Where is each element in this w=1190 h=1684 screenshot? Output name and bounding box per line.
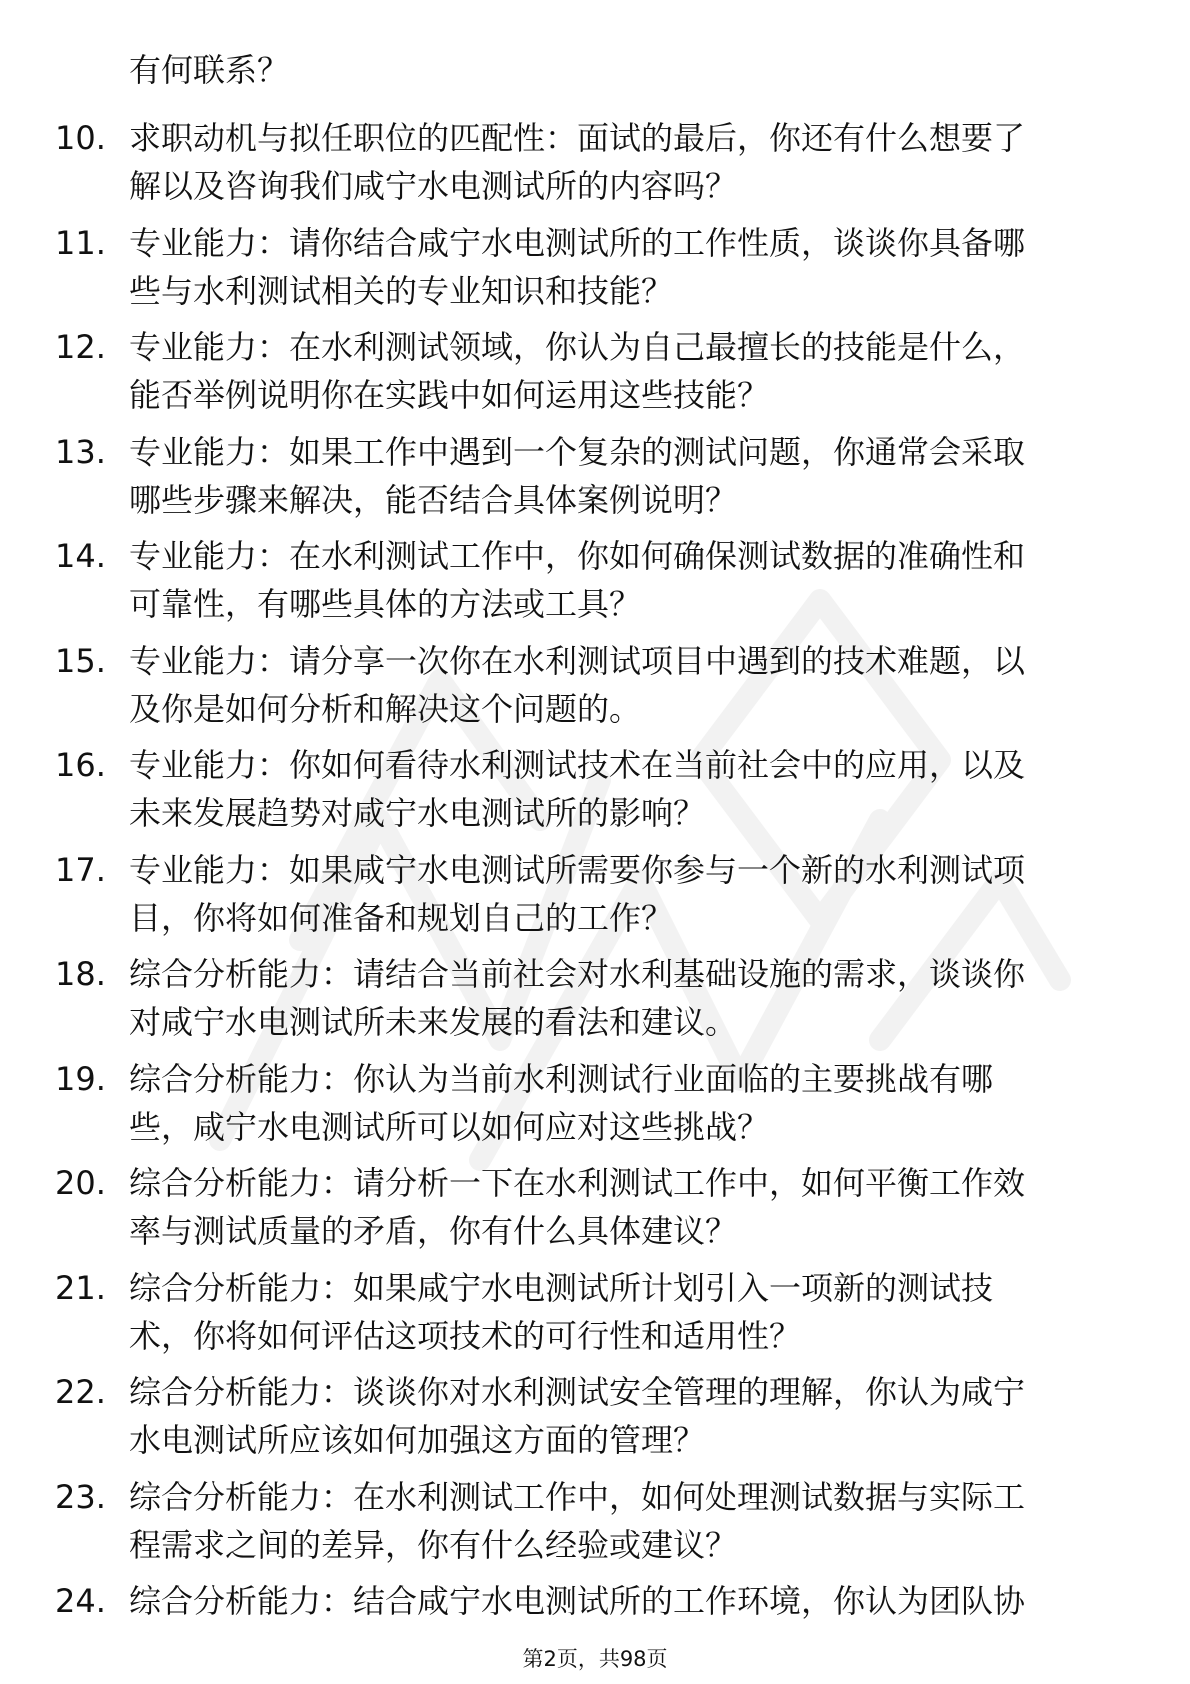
- question-item: [55, 741, 1115, 846]
- question-number: 12.: [55, 328, 106, 366]
- question-line: 能否举例说明你在实践中如何运用这些技能？: [129, 376, 770, 414]
- question-text: [129, 950, 1109, 1046]
- question-line: 综合分析能力：结合咸宁水电测试所的工作环境，你认为团队协: [129, 1582, 1026, 1620]
- question-item: [55, 950, 1115, 1055]
- question-number: 15.: [55, 641, 106, 680]
- question-line: 目，你将如何准备和规划自己的工作？: [129, 898, 674, 937]
- question-number: 16.: [55, 746, 106, 784]
- question-text: [129, 846, 1109, 942]
- question-item: [55, 428, 1115, 533]
- question-line: 解以及咨询我们咸宁水电测试所的内容吗？: [129, 167, 738, 205]
- question-text: [129, 1473, 1109, 1569]
- question-line: 专业能力：如果咸宁水电测试所需要你参与一个新的水利测试项: [129, 850, 1026, 889]
- question-number: 23.: [55, 1477, 106, 1516]
- question-text: [129, 1159, 1109, 1255]
- page-footer: 第2页，共98页: [522, 1647, 668, 1671]
- question-number: 18.: [55, 955, 106, 993]
- question-text: [129, 1368, 1109, 1464]
- question-number: 17.: [55, 850, 106, 889]
- question-line: 专业能力：如果工作中遇到一个复杂的测试问题，你通常会采取: [129, 432, 1026, 471]
- question-number: 24.: [55, 1582, 106, 1620]
- question-line: 及你是如何分析和解决这个问题的。: [129, 689, 642, 728]
- question-number: 19.: [55, 1059, 106, 1098]
- question-list: [55, 114, 1115, 1682]
- question-line: 综合分析能力：请分析一下在水利测试工作中，如何平衡工作效: [129, 1164, 1026, 1202]
- question-line: 可靠性，有哪些具体的方法或工具？: [129, 585, 642, 623]
- question-text: [129, 1055, 1109, 1151]
- question-line: 专业能力：在水利测试领域，你认为自己最擅长的技能是什么，: [129, 328, 1026, 366]
- question-text: [129, 741, 1109, 837]
- question-line: 专业能力：请分享一次你在水利测试项目中遇到的技术难题，以: [129, 641, 1026, 680]
- question-item: [55, 846, 1115, 951]
- question-item: [55, 1264, 1115, 1369]
- question-item: [55, 1055, 1115, 1160]
- question-number: 14.: [55, 537, 106, 575]
- question-line: 综合分析能力：请结合当前社会对水利基础设施的需求，谈谈你: [129, 955, 1026, 993]
- question-item: [55, 114, 1115, 219]
- question-text: [129, 219, 1109, 315]
- question-line: 水电测试所应该如何加强这方面的管理？: [129, 1421, 706, 1459]
- question-line: 专业能力：请你结合咸宁水电测试所的工作性质，谈谈你具备哪: [129, 223, 1026, 262]
- question-item: [55, 219, 1115, 324]
- question-item: [55, 1368, 1115, 1473]
- question-line: 综合分析能力：在水利测试工作中，如何处理测试数据与实际工: [129, 1477, 1026, 1516]
- question-text: [129, 428, 1109, 524]
- question-text: [129, 637, 1109, 733]
- question-item: [55, 532, 1115, 637]
- question-text: [129, 323, 1109, 419]
- continuation-line: 有何联系？: [129, 51, 290, 89]
- question-number: 10.: [55, 119, 106, 157]
- question-line: 些与水利测试相关的专业知识和技能？: [129, 271, 674, 310]
- question-number: 20.: [55, 1164, 106, 1202]
- question-item: [55, 323, 1115, 428]
- question-line: 率与测试质量的矛盾，你有什么具体建议？: [129, 1212, 738, 1250]
- question-line: 对咸宁水电测试所未来发展的看法和建议。: [129, 1003, 738, 1041]
- question-text: [129, 114, 1109, 210]
- question-item: [55, 1473, 1115, 1578]
- question-line: 未来发展趋势对咸宁水电测试所的影响？: [129, 794, 706, 832]
- question-line: 专业能力：在水利测试工作中，你如何确保测试数据的准确性和: [129, 537, 1026, 575]
- question-line: 术，你将如何评估这项技术的可行性和适用性？: [129, 1316, 802, 1355]
- question-item: [55, 1159, 1115, 1264]
- question-text: [129, 1264, 1109, 1360]
- question-line: 哪些步骤来解决，能否结合具体案例说明？: [129, 480, 738, 519]
- question-line: 综合分析能力：你认为当前水利测试行业面临的主要挑战有哪: [129, 1059, 994, 1098]
- question-line: 程需求之间的差异，你有什么经验或建议？: [129, 1525, 738, 1564]
- question-number: 21.: [55, 1268, 106, 1307]
- question-line: 综合分析能力：谈谈你对水利测试安全管理的理解，你认为咸宁: [129, 1373, 1026, 1411]
- question-text: [129, 532, 1109, 628]
- question-line: 些，咸宁水电测试所可以如何应对这些挑战？: [129, 1107, 770, 1146]
- question-number: 13.: [55, 432, 106, 471]
- question-item: [55, 637, 1115, 742]
- question-line: 专业能力：你如何看待水利测试技术在当前社会中的应用，以及: [129, 746, 1026, 784]
- question-number: 11.: [55, 223, 106, 262]
- question-line: 求职动机与拟任职位的匹配性：面试的最后，你还有什么想要了: [129, 119, 1026, 157]
- question-line: 综合分析能力：如果咸宁水电测试所计划引入一项新的测试技: [129, 1268, 994, 1307]
- question-text: [129, 1577, 1109, 1625]
- question-number: 22.: [55, 1373, 106, 1411]
